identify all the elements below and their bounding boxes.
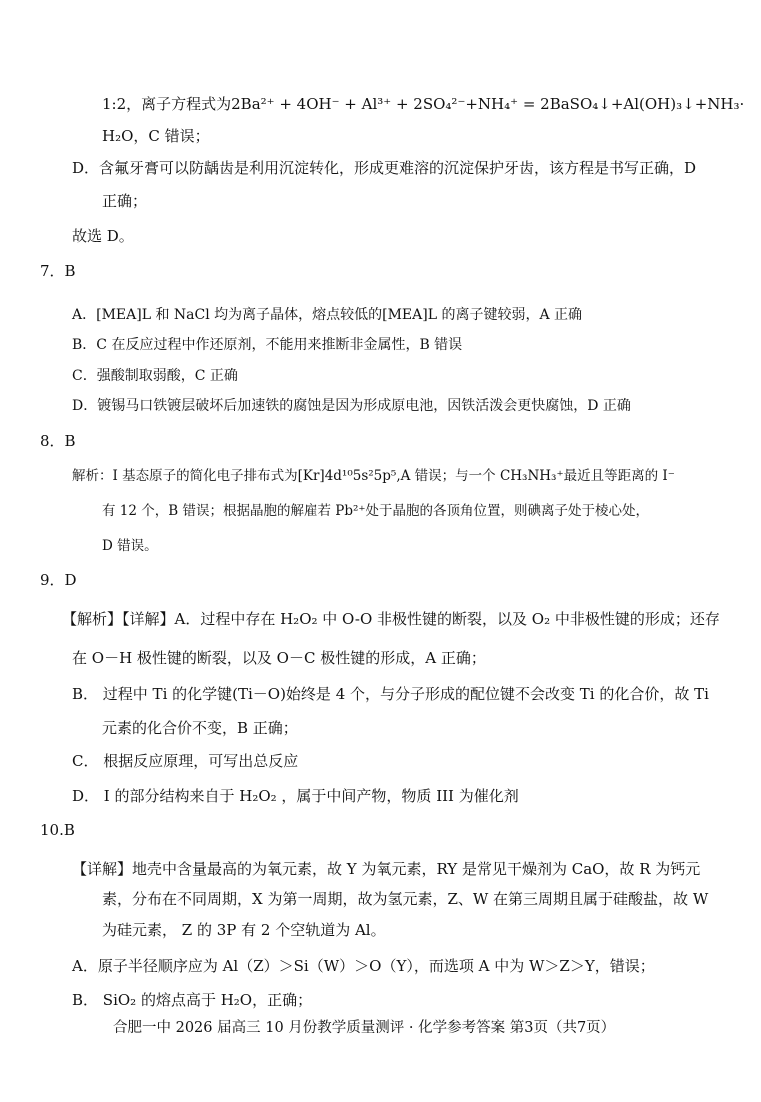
option-line: A．[MEA]L 和 NaCl 均为离子晶体，熔点较低的[MEA]L 的离子键较弱，A 正确 [72,307,583,323]
text-line: H₂O，C 错误； [102,127,210,145]
option-line: D．镀锡马口铁镀层破坏后加速铁的腐蚀是因为形成原电池，因铁活泼会更快腐蚀，D 正确 [72,398,631,414]
text-line: 故选 D。 [72,227,134,245]
page-footer: 合肥一中 2026 届高三 10 月份教学质量测评 · 化学参考答案 第3页（共7页） [113,1020,616,1036]
option-line: B．C 在反应过程中作还原剂，不能用来推断非金属性，B 错误 [72,337,463,353]
option-line: C． 根据反应原理，可写出总反应 [72,752,299,770]
question-answer: 7．B [40,262,76,280]
option-line: B． SiO₂ 的熔点高于 H₂O，正确； [72,991,313,1009]
text-line: 1:2，离子方程式为2Ba²⁺ + 4OH⁻ + Al³⁺ + 2SO₄²⁻+NH₄⁺ = 2BaSO₄↓+Al(OH)₃↓+NH₃· [102,95,745,113]
text-line: 解析：I 基态原子的简化电子排布式为[Kr]4d¹⁰5s²5p⁵,A 错误；与一个 CH₃NH₃⁺最近且等距离的 I⁻ [72,468,675,484]
option-line: A．原子半径顺序应为 Al（Z）＞Si（W）＞O（Y），而选项 A 中为 W＞Z＞Y，错误； [72,957,655,975]
text-line: 元素的化合价不变，B 正确； [102,719,298,737]
option-line: D． I 的部分结构来自于 H₂O₂ ，属于中间产物，物质 III 为催化剂 [72,787,519,805]
text-line: 【解析】【详解】A．过程中存在 H₂O₂ 中 O-O 非极性键的断裂，以及 O₂ 中非极性键的形成；还存 [62,610,720,628]
text-line: 素，分布在不同周期，X 为第一周期，故为氢元素，Z、W 在第三周期且属于硅酸盐，故 W [102,890,709,908]
option-line: B． 过程中 Ti 的化学键(Ti－O)始终是 4 个，与分子形成的配位键不会改变 Ti 的化合价，故 Ti [72,685,709,703]
question-answer: 8．B [40,432,76,450]
text-line: 【详解】地壳中含量最高的为氧元素，故 Y 为氧元素，RY 是常见干燥剂为 CaO，故 R 为钙元 [72,860,701,878]
text-line: 在 O－H 极性键的断裂，以及 O－C 极性键的形成，A 正确； [72,649,486,667]
text-line: D．含氟牙膏可以防龋齿是利用沉淀转化，形成更难溶的沉淀保护牙齿，该方程是书写正确，D [72,159,697,177]
text-line: 为硅元素， Z 的 3P 有 2 个空轨道为 Al。 [102,921,386,939]
question-answer: 9．D [40,571,77,589]
question-answer: 10.B [40,821,75,839]
text-line: D 错误。 [102,538,158,554]
option-line: C．强酸制取弱酸，C 正确 [72,368,238,384]
text-line: 有 12 个，B 错误；根据晶胞的解雇若 Pb²⁺处于晶胞的各顶角位置，则碘离子处于棱心处， [102,503,650,519]
text-line: 正确； [102,192,148,210]
